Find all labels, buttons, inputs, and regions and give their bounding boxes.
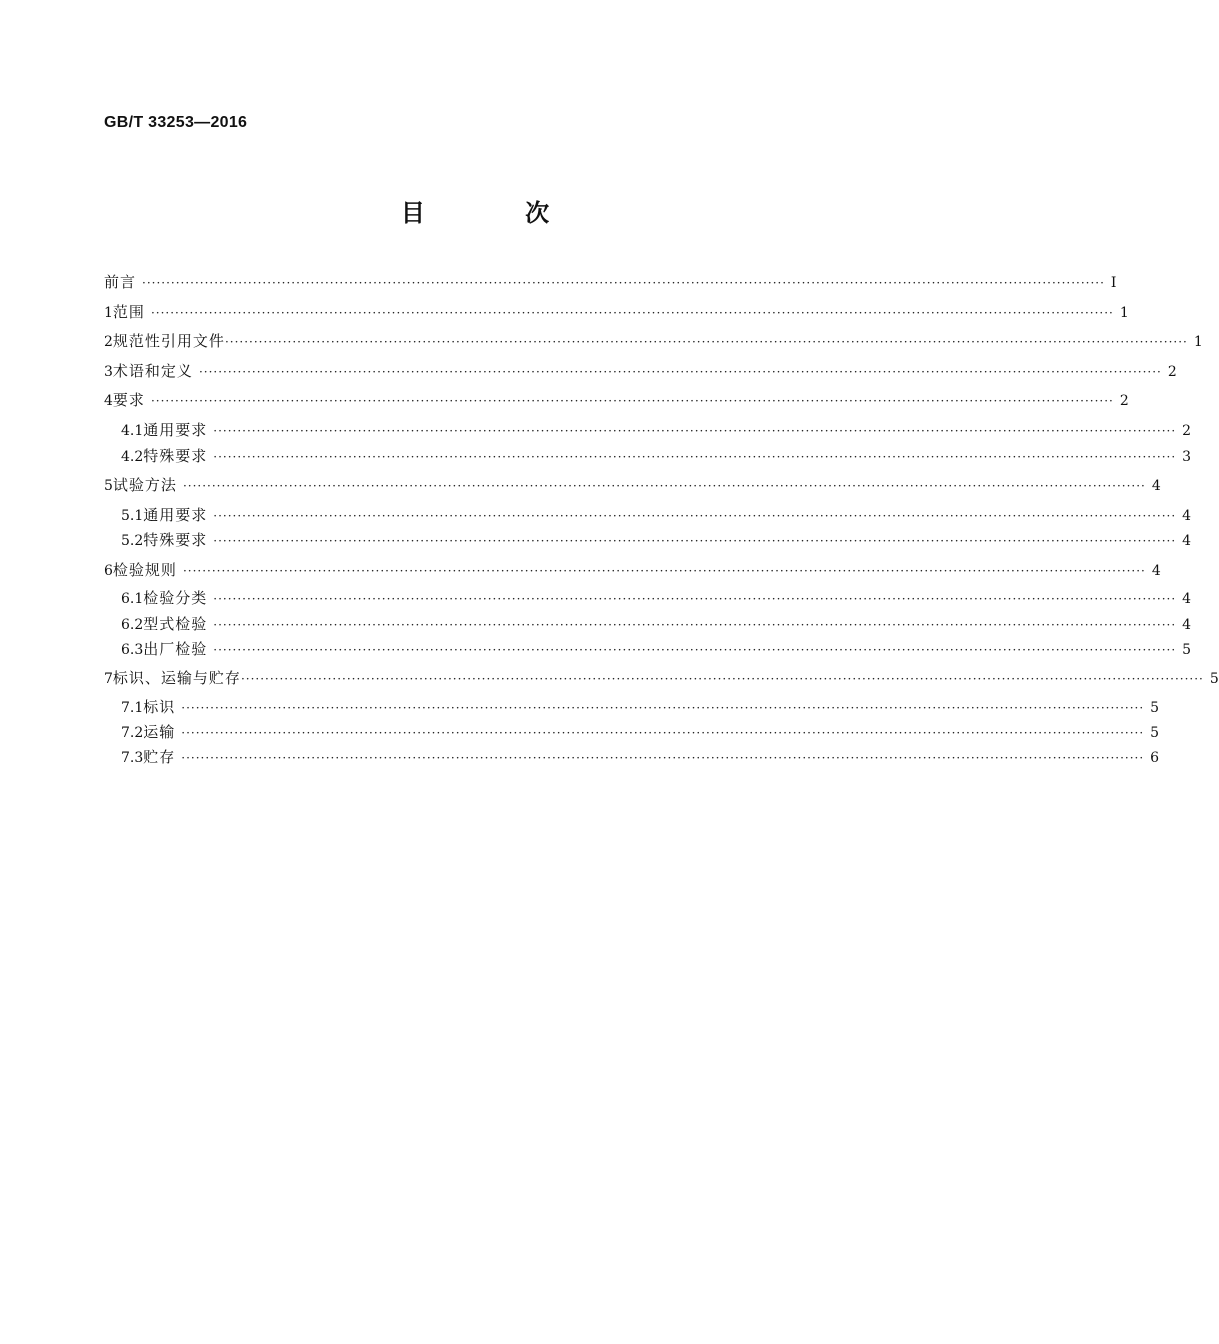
toc-dot-leader: ········································································································································································································: [150, 306, 1114, 320]
toc-entry-label: 术语和定义: [112, 362, 193, 380]
toc-entry-page: 1: [1119, 305, 1129, 321]
toc-entry-label: 标识: [143, 698, 176, 716]
toc-entry-label: 通用要求: [143, 421, 208, 439]
toc-dot-leader: ········································································································································································································: [142, 276, 1105, 290]
toc-entry-number: 7.2: [121, 725, 144, 741]
toc-entry[interactable]: [121, 503, 1192, 527]
toc-entry-page: 4: [1182, 508, 1192, 524]
toc-entry-label: 特殊要求: [143, 447, 208, 465]
toc-dot-leader: ········································································································································································································: [240, 672, 1204, 686]
toc-entry[interactable]: [121, 695, 1160, 719]
toc-entry-number: 7.1: [121, 700, 144, 716]
toc-entry-page: 2: [1182, 423, 1192, 439]
toc-entry[interactable]: [121, 586, 1192, 610]
toc-entry-page: 4: [1182, 617, 1192, 633]
toc-entry-label: 出厂检验: [143, 640, 208, 658]
toc-entry-number: 5.2: [121, 533, 144, 549]
toc-entry-label: 特殊要求: [143, 531, 208, 549]
toc-entry-label: 前言: [104, 273, 137, 291]
toc-entry-page: 4: [1151, 478, 1161, 494]
toc-entry-number: 6.2: [121, 617, 144, 633]
toc-entry-label: 规范性引用文件: [112, 332, 225, 350]
toc-entry-page: 4: [1151, 563, 1161, 579]
toc-entry-number: 3: [104, 364, 113, 380]
toc-entry-page: 4: [1182, 591, 1192, 607]
toc-entry[interactable]: [104, 329, 1203, 353]
toc-dot-leader: ········································································································································································································: [213, 534, 1177, 548]
toc-entry[interactable]: [104, 300, 1129, 324]
toc-entry-number: 7.3: [121, 750, 144, 766]
toc-entry-number: 4.2: [121, 449, 144, 465]
toc-entry-label: 试验方法: [112, 476, 177, 494]
toc-entry-number: 4: [104, 393, 113, 409]
toc-dot-leader: ········································································································································································································: [198, 365, 1162, 379]
toc-entry-label: 检验规则: [112, 561, 177, 579]
toc-dot-leader: ········································································································································································································: [181, 701, 1145, 715]
toc-entry-label: 通用要求: [143, 506, 208, 524]
toc-dot-leader: ········································································································································································································: [182, 479, 1146, 493]
toc-dot-leader: ········································································································································································································: [213, 618, 1177, 632]
toc-dot-leader: ········································································································································································································: [213, 592, 1177, 606]
standard-code: GB/T 33253—2016: [104, 114, 248, 131]
toc-entry-label: 范围: [112, 303, 145, 321]
toc-entry[interactable]: [121, 612, 1192, 636]
toc-entry-number: 7: [104, 671, 113, 687]
toc-entry[interactable]: [104, 473, 1161, 497]
toc-dot-leader: ········································································································································································································: [181, 751, 1145, 765]
toc-entry[interactable]: [121, 720, 1160, 744]
toc-entry-number: 6: [104, 563, 113, 579]
toc-dot-leader: ········································································································································································································: [181, 726, 1145, 740]
toc-entry-page: Ⅰ: [1110, 275, 1117, 291]
toc-entry-page: 5: [1150, 700, 1160, 716]
toc-entry[interactable]: [121, 528, 1192, 552]
toc-entry-page: 5: [1209, 671, 1219, 687]
toc-entry-page: 2: [1119, 393, 1129, 409]
toc-entry[interactable]: [121, 444, 1192, 468]
toc-entry-number: 5: [104, 478, 113, 494]
toc-entry-label: 要求: [112, 391, 145, 409]
toc-entry[interactable]: [121, 637, 1192, 661]
toc-entry-number: 1: [104, 305, 113, 321]
toc-entry-number: 6.1: [121, 591, 144, 607]
toc-entry-number: 4.1: [121, 423, 144, 439]
toc-dot-leader: ········································································································································································································: [213, 643, 1177, 657]
toc-entry[interactable]: [121, 745, 1160, 769]
toc-entry-number: 2: [104, 334, 113, 350]
toc-entry[interactable]: [104, 558, 1161, 582]
toc-entry-label: 贮存: [143, 748, 176, 766]
toc-title: 目 次: [400, 199, 596, 227]
toc-entry-page: 6: [1150, 750, 1160, 766]
toc-entry-number: 5.1: [121, 508, 144, 524]
toc-entry-number: 6.3: [121, 642, 144, 658]
toc-entry-label: 型式检验: [143, 615, 208, 633]
toc-entry-label: 标识、运输与贮存: [112, 669, 241, 687]
toc-entry[interactable]: [104, 359, 1177, 383]
toc-entry-page: 3: [1182, 449, 1192, 465]
toc-entry-page: 4: [1182, 533, 1192, 549]
toc-entry-page: 5: [1150, 725, 1160, 741]
toc-dot-leader: ········································································································································································································: [150, 394, 1114, 408]
toc-entry[interactable]: [104, 666, 1219, 690]
toc-entry[interactable]: [104, 270, 1117, 294]
toc-dot-leader: ········································································································································································································: [213, 509, 1177, 523]
toc-dot-leader: ········································································································································································································: [224, 335, 1188, 349]
toc-entry[interactable]: [104, 388, 1129, 412]
toc-dot-leader: ········································································································································································································: [213, 450, 1177, 464]
toc-entry-label: 运输: [143, 723, 176, 741]
toc-entry-page: 2: [1167, 364, 1177, 380]
toc-dot-leader: ········································································································································································································: [182, 564, 1146, 578]
toc-entry[interactable]: [121, 418, 1192, 442]
toc-entry-page: 5: [1182, 642, 1192, 658]
toc-dot-leader: ········································································································································································································: [213, 424, 1177, 438]
toc-entry-label: 检验分类: [143, 589, 208, 607]
toc-entry-page: 1: [1193, 334, 1203, 350]
